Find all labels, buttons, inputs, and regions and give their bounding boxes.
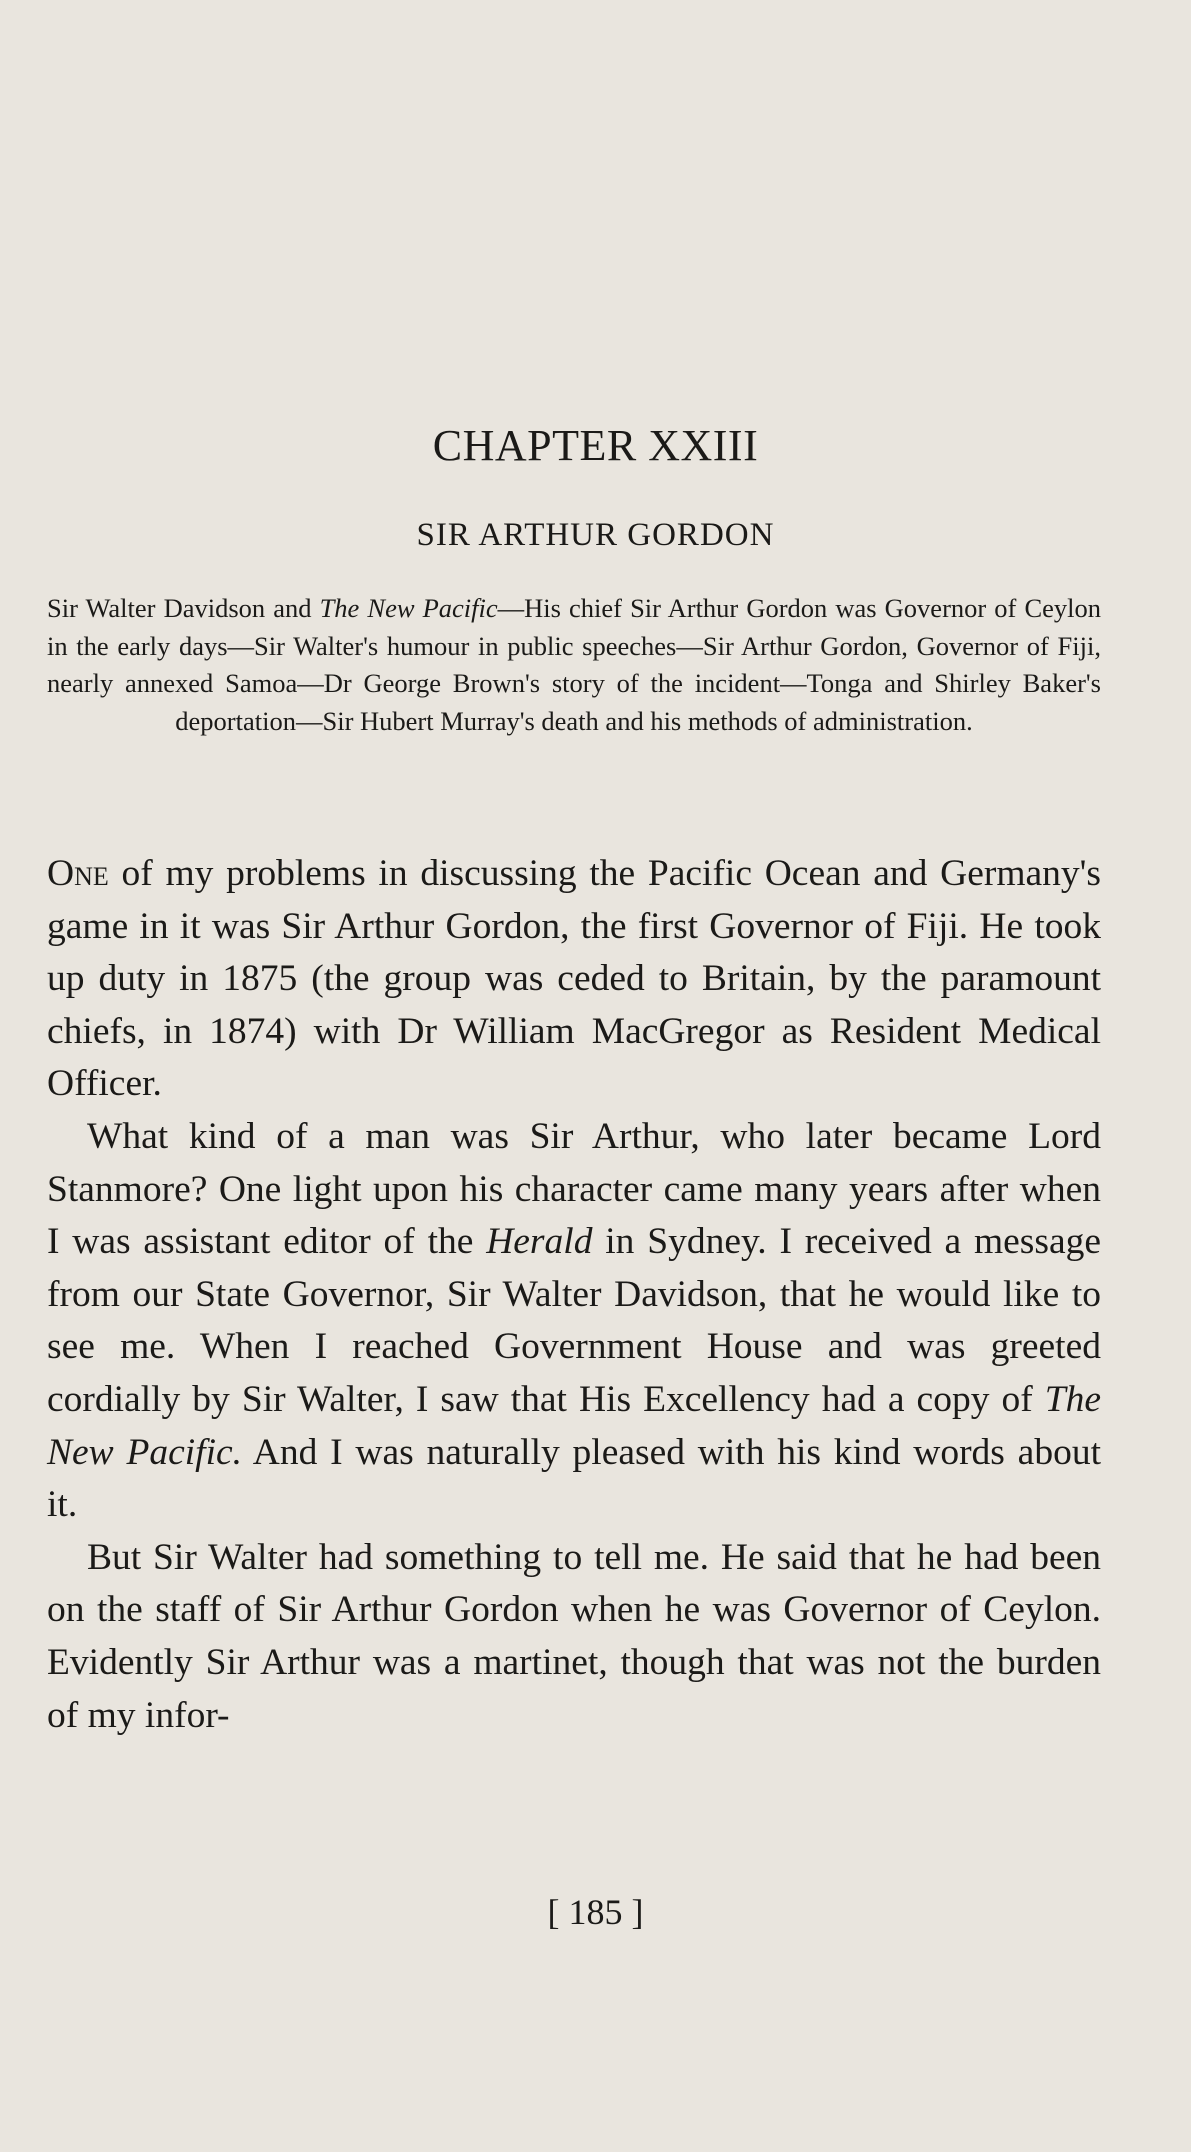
- chapter-title: CHAPTER XXIII: [432, 421, 759, 470]
- newspaper-title: Herald: [486, 1221, 593, 1263]
- paragraph-text: And I was naturally pleased with his kind words about it.: [47, 1431, 1101, 1526]
- opening-word: One: [47, 853, 109, 894]
- book-title: The New Pacific.: [47, 1378, 1101, 1473]
- synopsis-text: Sir Walter Davidson and: [47, 593, 320, 623]
- synopsis-text: —His chief Sir Arthur Gordon was Governor of Ceylon in the early days—Sir Walter's humour in public speeches—Sir Arthur Gordon, Governor of Fiji, nearly annexed Samoa—Dr George Brown's story of the incident—Tonga and Shirley Baker's deportation—Sir Hubert Murray's death and his methods of administration.: [47, 593, 1101, 736]
- paragraph-3: [47, 1532, 1101, 1742]
- page-number: [ 185 ]: [547, 1892, 644, 1932]
- paragraph-text: of my problems in discussing the Pacific Ocean and Germany's game in it was Sir Arthur Gordon, the first Governor of Fiji. He took up duty in 1875 (the group was ceded to Britain, by the paramount chiefs, in 1874) with Dr William MacGregor as Resident Medical Officer.: [47, 853, 1101, 1105]
- paragraph-text: What kind of a man was Sir Arthur, who later became Lord Stanmore? One light upon his character came many years after when I was assistant editor of the: [47, 1115, 1101, 1263]
- paragraph-text: in Sydney. I received a message from our State Governor, Sir Walter Davidson, that he would like to see me. When I reached Government House and was greeted cordially by Sir Walter, I saw that His Excellency had a copy of: [47, 1221, 1102, 1420]
- paragraph-1: [47, 848, 1101, 1111]
- chapter-synopsis: [47, 590, 1101, 740]
- body-text: [47, 848, 1101, 1742]
- synopsis-book-title: The New Pacific: [319, 593, 498, 623]
- paragraph-text: But Sir Walter had something to tell me. He said that he had been on the staff of Sir Arthur Gordon when he was Governor of Ceylon. Evidently Sir Arthur was a martinet, though that was not the burden of my infor-: [47, 1536, 1101, 1736]
- chapter-subtitle: SIR ARTHUR GORDON: [416, 517, 775, 553]
- paragraph-2: [47, 1111, 1101, 1532]
